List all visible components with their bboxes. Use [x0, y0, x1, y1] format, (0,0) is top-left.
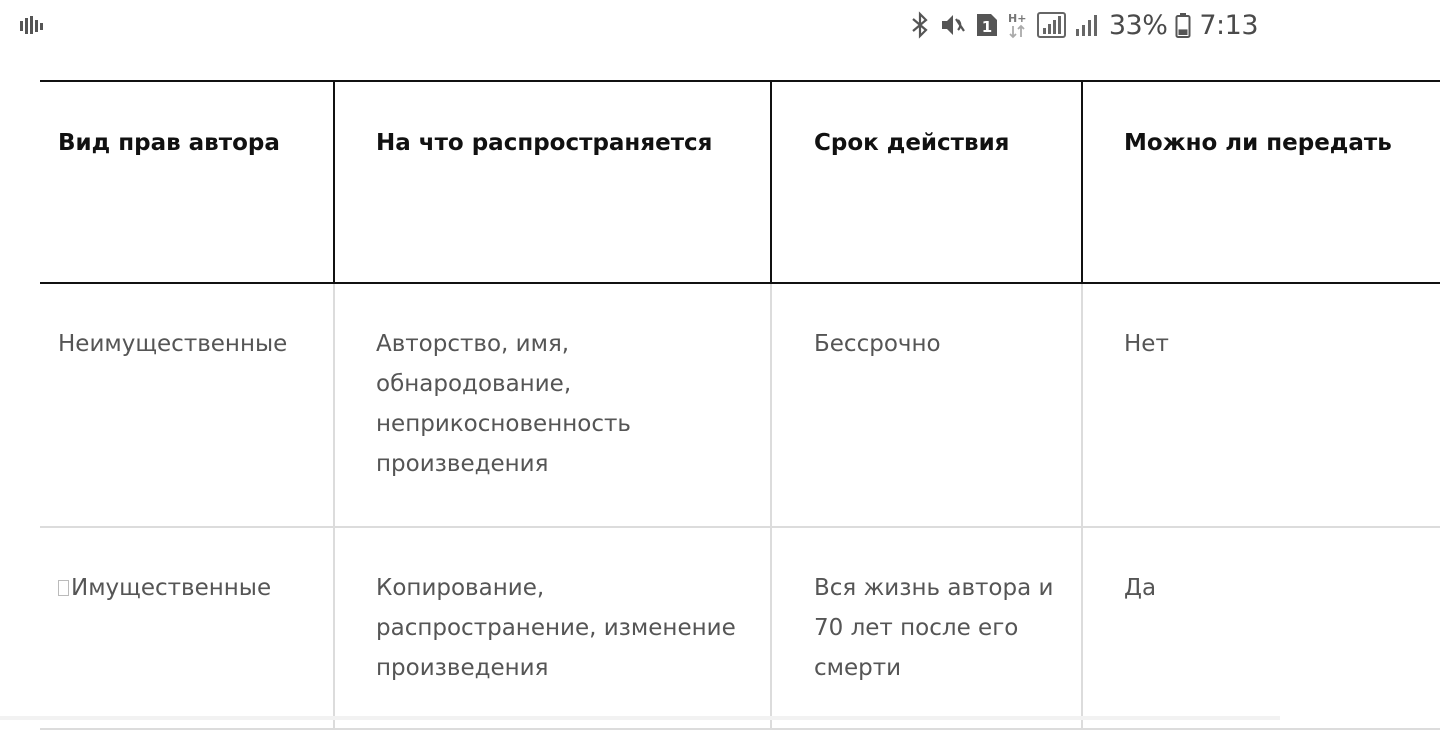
bottom-divider [0, 716, 1280, 720]
mute-icon [939, 11, 967, 39]
header-rights-type: Вид прав автора [40, 81, 334, 283]
table-row [40, 283, 1440, 527]
header-transferable: Можно ли передать [1082, 81, 1440, 283]
cell-term: Вся жизнь автора и 70 лет после его смерти [771, 527, 1082, 729]
signal-sim2-icon [1075, 11, 1101, 39]
cell-rights-type-text: Имущественные [71, 575, 272, 601]
cell-rights-type [40, 527, 334, 729]
missing-glyph-icon [58, 580, 69, 596]
table-row [40, 527, 1440, 729]
rights-table [40, 80, 1392, 688]
cell-scope: Авторство, имя, обнародование, неприкосновенность произведения [334, 283, 771, 527]
cell-scope: Копирование, распространение, изменение произведения [334, 527, 771, 729]
cell-transferable: Нет [1082, 283, 1440, 527]
signal-sim1-icon [1037, 11, 1067, 39]
audio-bars-icon [20, 15, 44, 35]
bluetooth-icon [909, 11, 931, 39]
cell-transferable: Да [1082, 527, 1440, 729]
hplus-data-icon [1007, 11, 1029, 39]
status-bar [0, 0, 1280, 52]
svg-text:1: 1 [981, 18, 993, 36]
sim-1-icon [975, 12, 999, 38]
battery-percent: 33% [1108, 9, 1168, 41]
cell-term: Бессрочно [771, 283, 1082, 527]
header-scope: На что распространяется [334, 81, 771, 283]
header-term: Срок действия [771, 81, 1082, 283]
battery-icon [1175, 11, 1191, 39]
svg-text:H+: H+ [1007, 12, 1027, 25]
clock: 7:13 [1199, 9, 1258, 41]
table-header-row [40, 81, 1440, 283]
cell-rights-type: Неимущественные [40, 283, 334, 527]
